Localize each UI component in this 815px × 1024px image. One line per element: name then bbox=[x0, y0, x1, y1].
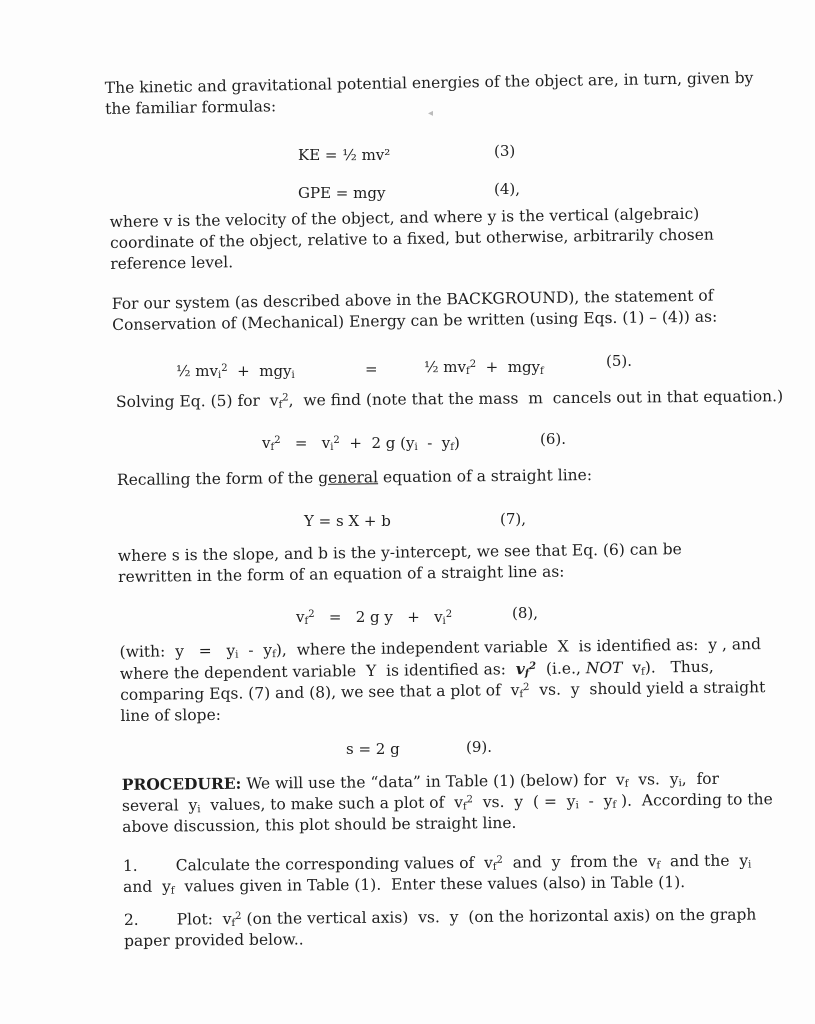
procedure-paragraph: PROCEDURE: We will use the “data” in Table (1) (below) for $v_f$ vs. $y_i$, for several $y_i$ values, to make such a plot of $v_f^2$ vs. y ( = $y_i - y_f$ ). According to the above discussion, this plot should be straight line. bbox=[121, 769, 773, 836]
step-2-number: 2. bbox=[123, 910, 139, 930]
recalling-paragraph: Recalling the form of the general equation of a straight line: bbox=[116, 466, 593, 489]
equation-3-number: (3) bbox=[494, 142, 516, 160]
equation-6: $v_f^2 = v_i^2 + 2$ g $(y_i - y_f)$ bbox=[262, 434, 460, 453]
equation-9-number: (9). bbox=[466, 738, 493, 756]
procedure-heading: PROCEDURE: bbox=[121, 773, 242, 795]
intro-line-1: The kinetic and gravitational potential energies of the object are, in turn, given by bbox=[104, 68, 754, 98]
step-2: 2. Plot: $v_f^2$ (on the vertical axis) vs. y (on the horizontal axis) on the graph paper provided below.. bbox=[123, 905, 757, 950]
equation-6-number: (6). bbox=[540, 430, 567, 448]
equation-8-number: (8), bbox=[512, 604, 539, 622]
equation-7: Y = s X + b bbox=[304, 512, 391, 530]
where-paragraph-1: where v is the velocity of the object, and where y is the vertical (algebraic) coordinate of the object, relative to a fixed, but otherwise, arbitrarily chosen reference level. bbox=[109, 204, 714, 273]
equation-5-number: (5). bbox=[606, 352, 633, 370]
equation-5-rhs: ½ $mv_f^2 + mgy_f$ bbox=[424, 358, 544, 377]
solving-paragraph: Solving Eq. (5) for $v_f^2$, we find (note that the mass m cancels out in that equation.) bbox=[115, 387, 784, 411]
intro-line-2: the familiar formulas: bbox=[105, 97, 277, 118]
step-1: 1. Calculate the corresponding values of $v_f^2$ and y from the $v_f$ and the $y_i$ and $y_f$ values given in Table (1). Enter these values (also) in Table (1). bbox=[122, 851, 752, 897]
conservation-paragraph: For our system (as described above in the BACKGROUND), the statement of Conservation of (Mechanical) Energy can be written (using Eqs. (1) – (4)) as: bbox=[111, 286, 718, 334]
equation-3: KE = ½ mv² bbox=[298, 146, 391, 164]
equation-8: $v_f^2 = 2$ g $y + v_i^2$ bbox=[296, 608, 453, 627]
equation-5-equals: = bbox=[365, 360, 378, 378]
scan-mark: ◂ bbox=[428, 108, 434, 119]
equation-4-number: (4), bbox=[494, 180, 521, 198]
equation-4: GPE = mgy bbox=[298, 184, 386, 202]
equation-9: s = 2 g bbox=[346, 740, 400, 758]
where-paragraph-2: where s is the slope, and b is the y-intercept, we see that Eq. (6) can be rewritten in the form of an equation of a straight line as: bbox=[117, 540, 682, 586]
underlined-word: general bbox=[318, 468, 379, 487]
equation-5-lhs: ½ $mv_i^2 + mgy_i$ bbox=[176, 362, 295, 381]
equation-7-number: (7), bbox=[500, 510, 527, 528]
with-paragraph: (with: $y = y_i - y_f$), where the independent variable X is identified as: y , and where the dependent variable Y is identified as: $v_f^2$ (i.e., NOT $v_f$). Thus, comparing Eqs. (7) and (8), we see that a plot of $v_f^2$ vs. y should yield a straight line of slope: bbox=[119, 635, 766, 725]
step-1-number: 1. bbox=[122, 856, 138, 876]
